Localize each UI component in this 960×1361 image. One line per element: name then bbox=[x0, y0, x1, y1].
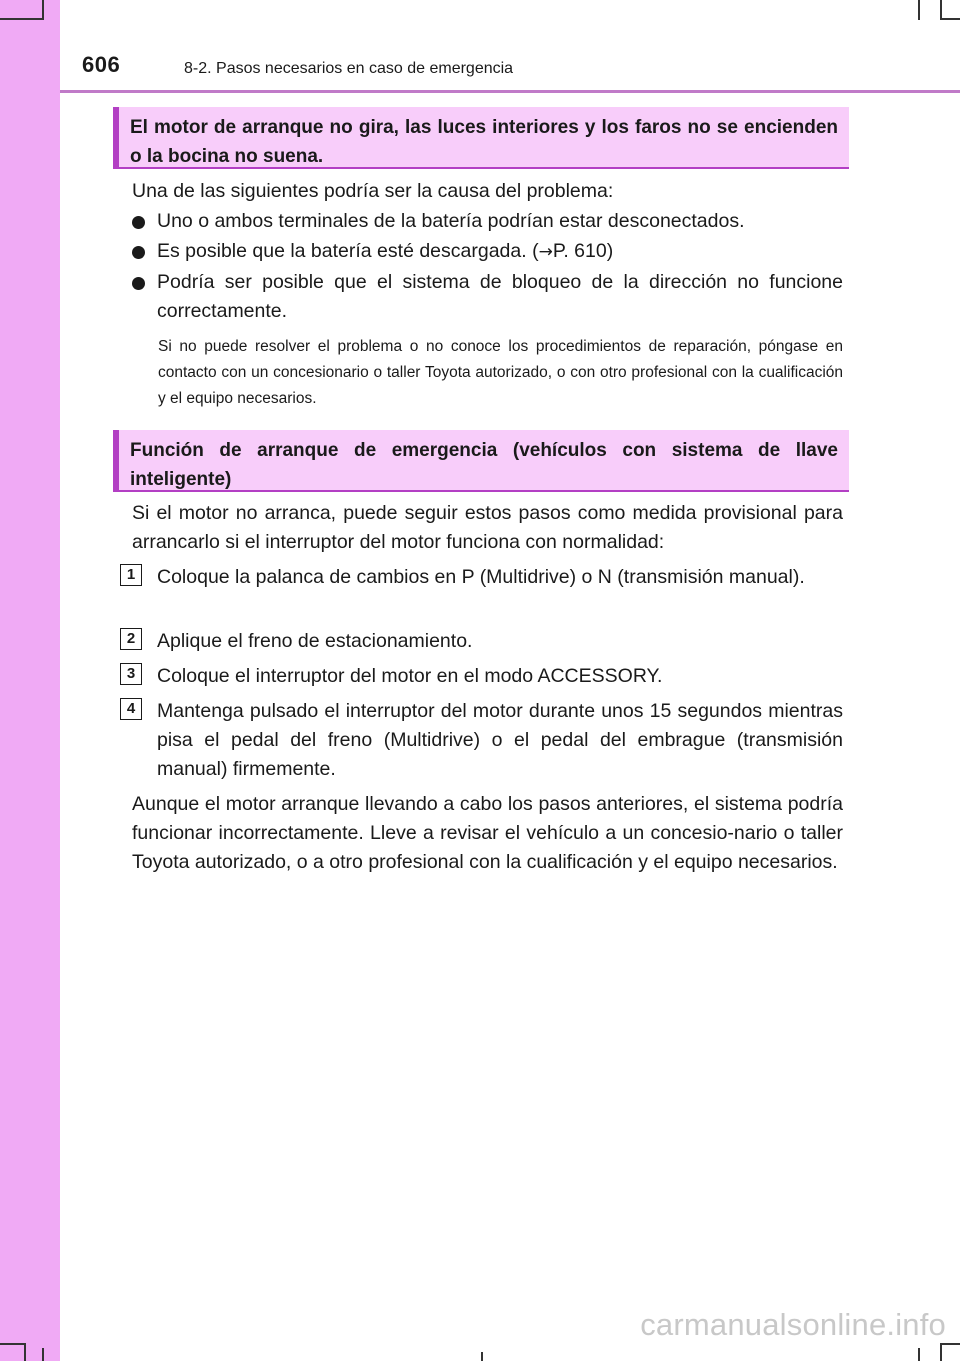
crop-mark-bottom-right-h bbox=[940, 1343, 960, 1345]
bullet-text bbox=[157, 237, 843, 267]
list-item bbox=[132, 237, 843, 267]
page-reference-link[interactable]: P. 610) bbox=[552, 240, 614, 262]
arrow-right-icon: → bbox=[538, 242, 553, 262]
crop-mark-bottom-center bbox=[481, 1352, 483, 1361]
bullet-icon bbox=[132, 246, 145, 259]
list-item bbox=[132, 268, 843, 326]
section2-closing: Aunque el motor arranque llevando a cabo los pasos anteriores, el sistema podría funcionar incorrectamente. Lleve a revisar el vehículo a un concesio-nario o taller Toyota autorizado, o a otro profesional con la cualificación y el equipo necesarios. bbox=[132, 793, 843, 873]
step-number-badge: 4 bbox=[120, 698, 142, 720]
section2-intro: Si el motor no arranca, puede seguir estos pasos como medida provisional para arrancarlo si el interruptor del motor funciona con normalidad: bbox=[132, 502, 843, 553]
bullet-icon bbox=[132, 216, 145, 229]
crop-mark-top-left bbox=[0, 18, 42, 20]
step-text: Coloque la palanca de cambios en P (Multidrive) o N (transmisión manual). bbox=[157, 566, 805, 588]
crop-mark-top-left-v bbox=[42, 0, 44, 20]
watermark-text: carmanualsonline.info bbox=[640, 1307, 946, 1342]
crop-mark-bottom-left-v2 bbox=[42, 1348, 44, 1361]
step-text: Coloque el interruptor del motor en el modo ACCESSORY. bbox=[157, 665, 663, 687]
bullet-text-main: Es posible que la batería esté descargada. ( bbox=[157, 240, 539, 262]
section-title: 8-2. Pasos necesarios en caso de emergencia bbox=[184, 60, 514, 77]
section1-intro: Una de las siguientes podría ser la causa del problema: bbox=[132, 180, 614, 202]
page-number: 606 bbox=[82, 52, 121, 77]
crop-mark-bottom-right-v bbox=[940, 1343, 942, 1361]
crop-mark-bottom-left-v bbox=[24, 1343, 26, 1361]
crop-mark-bottom-right bbox=[918, 1348, 920, 1361]
step-item bbox=[120, 697, 843, 784]
bullet-text: Uno o ambos terminales de la batería podrían estar desconectados. bbox=[157, 210, 745, 232]
step-text: Mantenga pulsado el interruptor del motor durante unos 15 segundos mientras pisa el pedal del freno (Multidrive) o el pedal del embrague (transmisión manual) firmemente. bbox=[157, 700, 843, 780]
bullet-text: Podría ser posible que el sistema de bloqueo de la dirección no funcione correctamente. bbox=[157, 271, 843, 322]
step-number-badge: 2 bbox=[120, 628, 142, 650]
step-number-badge: 3 bbox=[120, 663, 142, 685]
step-item bbox=[120, 563, 843, 592]
bullet-icon bbox=[132, 277, 145, 290]
step-item bbox=[120, 662, 843, 691]
step-text: Aplique el freno de estacionamiento. bbox=[157, 630, 473, 652]
side-tab-strip bbox=[0, 0, 60, 1361]
list-item bbox=[132, 207, 843, 236]
section-heading-emergency-start: Función de arranque de emergencia (vehículos con sistema de llave inteligente) bbox=[113, 430, 849, 492]
step-item bbox=[120, 627, 843, 656]
crop-mark-top-right bbox=[918, 0, 920, 20]
section-heading-starter: El motor de arranque no gira, las luces interiores y los faros no se encienden o la bocina no suena. bbox=[113, 107, 849, 169]
step-number-badge: 1 bbox=[120, 564, 142, 586]
crop-mark-bottom-left bbox=[0, 1343, 24, 1345]
header-divider bbox=[60, 90, 960, 93]
crop-mark-top-right-h bbox=[940, 18, 960, 20]
crop-mark-top-right-v2 bbox=[940, 0, 942, 18]
section1-note: Si no puede resolver el problema o no conoce los procedimientos de reparación, póngase en contacto con un concesionario o taller Toyota autorizado, o con otro profesional con la cualificación y el equipo necesarios. bbox=[158, 338, 843, 407]
